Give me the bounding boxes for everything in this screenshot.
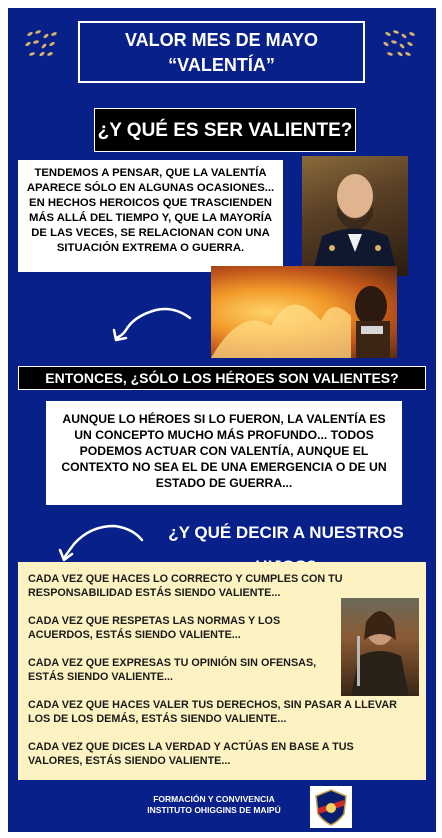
list-item: CADA VEZ QUE DICES LA VERDAD Y ACTÚAS EN BASE A TUS VALORES, ESTÁS SIENDO VALIENTE... — [28, 741, 354, 767]
title-box — [78, 21, 365, 83]
list-item: CADA VEZ QUE EXPRESAS TU OPINIÓN SIN OFENSAS, ESTÁS SIENDO VALIENTE... — [28, 657, 317, 683]
curved-arrow-icon — [52, 520, 148, 564]
firefighter-photo — [211, 266, 397, 358]
middle-text: AUNQUE LO HÉROES SI LO FUERON, LA VALENTÍA ES UN CONCEPTO MUCHO MÁS PROFUNDO... TODOS PODEMOS ACTUAR CON VALENTÍA, AUNQUE EL CONTEXTO NO SEA EL DE UNA EMERGENCIA O DE UN ESTADO DE GUERRA... — [46, 401, 402, 505]
question-what-is-brave: ¿Y QUÉ ES SER VALIENTE? — [94, 108, 356, 152]
poster — [8, 8, 436, 832]
footer — [114, 794, 314, 816]
page-subtitle: “VALENTÍA” — [168, 55, 275, 75]
wheat-icon — [20, 24, 64, 64]
question-what-to-tell-kids: ¿Y QUÉ DECIR A NUESTROS — [168, 523, 404, 542]
curved-arrow-icon — [104, 304, 200, 348]
page-title: VALOR MES DE MAYO — [124, 30, 319, 50]
wheat-icon — [378, 24, 422, 64]
list-item: CADA VEZ QUE HACES VALER TUS DERECHOS, SIN PASAR A LLEVAR LOS DE LOS DEMÁS, ESTÁS SIENDO VALIENTE... — [28, 699, 397, 725]
portrait-photo — [302, 156, 408, 276]
intro-text: TENDEMOS A PENSAR, QUE LA VALENTÍA APARECE SÓLO EN ALGUNAS OCASIONES... EN HECHOS HEROICOS QUE TRASCIENDEN MÁS ALLÁ DEL TIEMPO Y, QUE LA MAYORÍA DE LAS VECES, SE RELACIONAN CON UNA SITUACIÓN EXTREMA O GUERRA. — [18, 160, 283, 272]
school-crest-icon — [310, 786, 352, 828]
list-item: CADA VEZ QUE HACES LO CORRECTO Y CUMPLES CON TU RESPONSABILIDAD ESTÁS SIENDO VALIENTE... — [28, 573, 343, 599]
warrior-photo — [341, 598, 419, 696]
footer-line2: INSTITUTO OHIGGINS DE MAIPÚ — [147, 805, 281, 815]
question-only-heroes: ENTONCES, ¿SÓLO LOS HÉROES SON VALIENTES? — [18, 366, 426, 390]
list-item: CADA VEZ QUE RESPETAS LAS NORMAS Y LOS ACUERDOS, ESTÁS SIENDO VALIENTE... — [28, 615, 281, 641]
footer-line1: FORMACIÓN Y CONVIVENCIA — [153, 794, 275, 804]
